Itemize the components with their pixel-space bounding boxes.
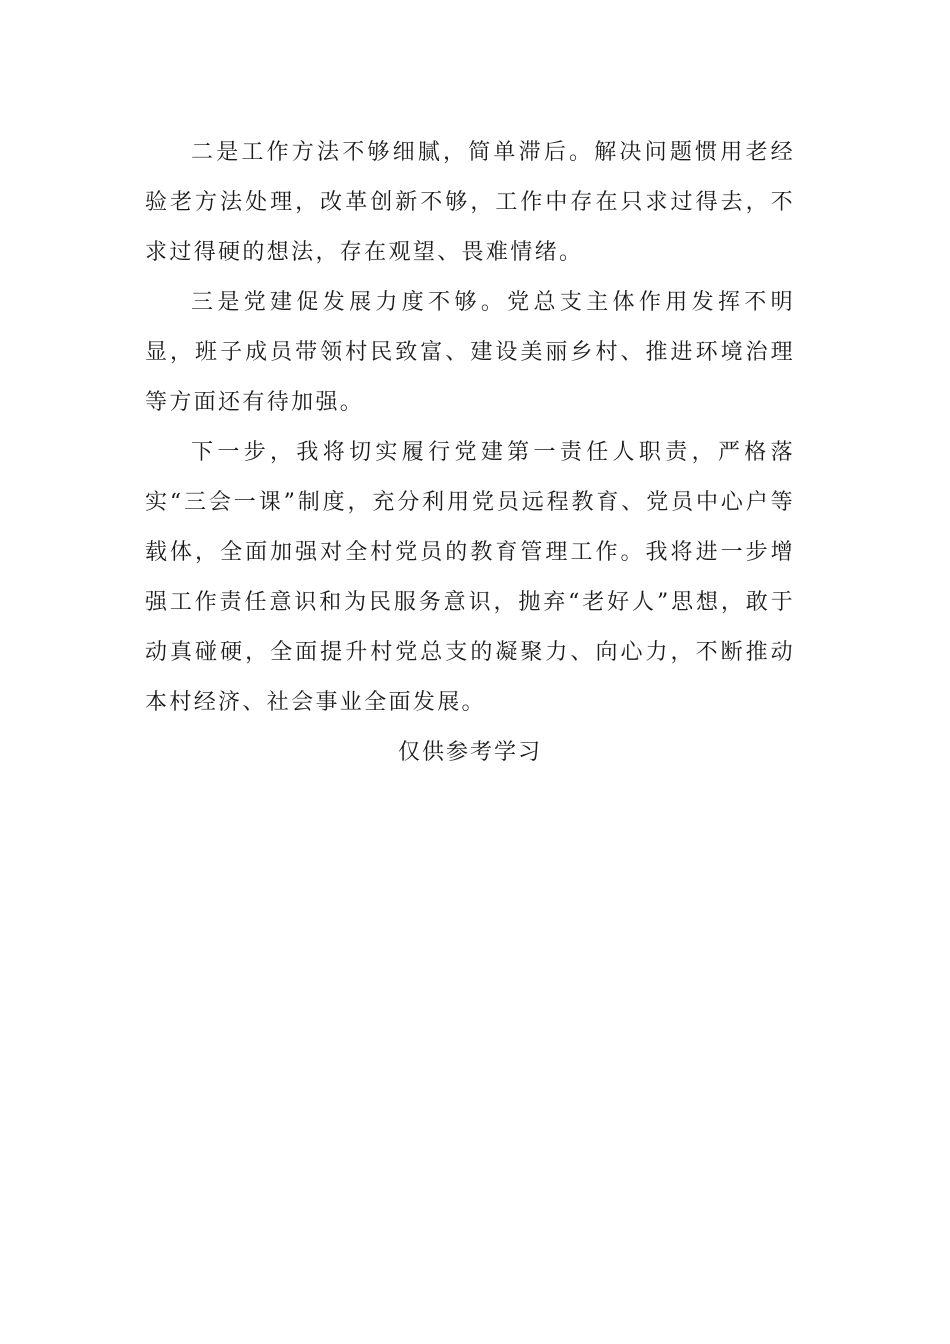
- footer-note: 仅供参考学习: [397, 740, 542, 765]
- paragraph-next-steps: 下一步，我将切实履行党建第一责任人职责，严格落实“三会一课”制度，充分利用党员远程教育、党员中心户等载体，全面加强对全村党员的教育管理工作。我将进一步增强工作责任意识和为民服务意识，抛弃“老好人”思想，敢于动真碰硬，全面提升村党总支的凝聚力、向心力，不断推动本村经济、社会事业全面发展。: [145, 440, 795, 715]
- document-body: [145, 128, 795, 778]
- paragraph-work-methods: 二是工作方法不够细腻，简单滞后。解决问题惯用老经验老方法处理，改革创新不够，工作中存在只求过得去，不求过得硬的想法，存在观望、畏难情绪。: [145, 140, 795, 265]
- paragraph-party-building: 三是党建促发展力度不够。党总支主体作用发挥不明显，班子成员带领村民致富、建设美丽乡村、推进环境治理等方面还有待加强。: [145, 290, 795, 415]
